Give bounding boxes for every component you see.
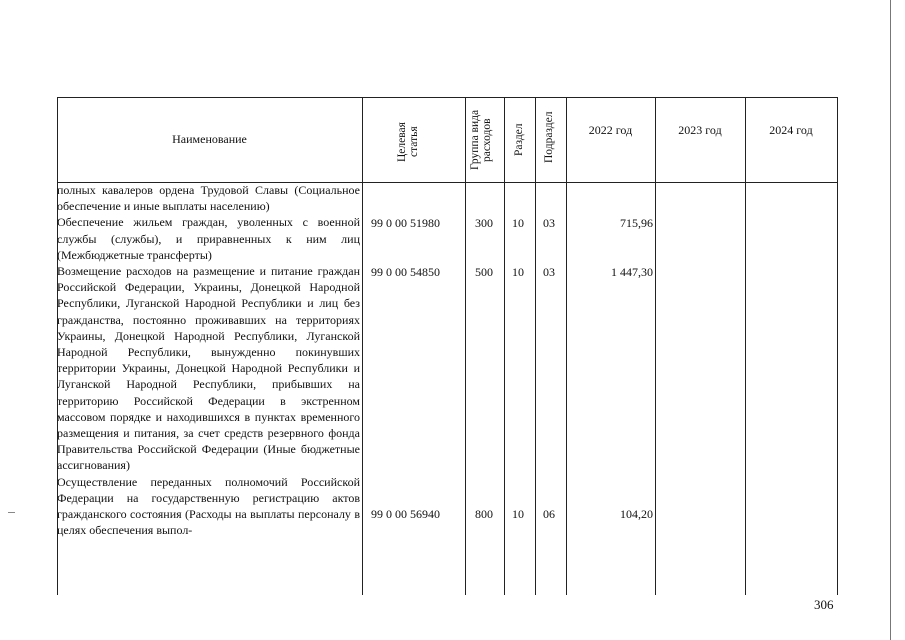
header-target: Целевая статья — [396, 122, 420, 162]
page-number: 306 — [814, 597, 834, 612]
col-border — [745, 97, 746, 595]
row-amount-2022: 715,96 — [620, 216, 653, 230]
row-name: Обеспечение жильем граждан, уволенных с военной службы (службы), и приравненных к ним лиц (Межбюджетные трансферты) — [57, 215, 360, 262]
header-group: Группа вида расходов — [469, 109, 493, 171]
header-section: Раздел — [513, 123, 525, 157]
row-amount-2022: 104,20 — [620, 507, 653, 521]
header-2022: 2022 год — [588, 123, 633, 137]
row-subsection: 03 — [543, 265, 555, 279]
header-name: Наименование — [172, 132, 247, 146]
row-name: Возмещение расходов на размещение и питание граждан Российской Федерации, Украины, Донецкой Народной Республики, Луганской Народной Республики и лиц без гражданства, постоянно проживавших на территориях Украины, Донецкой Народной Республики, Луганской Народной Республики, вынужденно покинувших территории Украины, Донецкой Народной Республики и Луганской Народной Республики, прибывших на территорию Российской Федерации в экстренном массовом порядке и находившихся в пунктах временного размещения и питания, за счет средств резервного фонда Правительства Российской Федерации (Иные бюджетные ассигнования) — [57, 264, 360, 473]
row-target: 99 0 00 51980 — [371, 216, 440, 230]
header-2023: 2023 год — [678, 123, 722, 137]
col-border — [504, 97, 505, 595]
margin-tick — [8, 512, 15, 513]
row-name: полных кавалеров ордена Трудовой Славы (Социальное обеспечение и иные выплаты населению) — [57, 183, 360, 214]
col-border — [362, 97, 363, 595]
col-border — [465, 97, 466, 595]
row-section: 10 — [512, 216, 524, 230]
row-section: 10 — [512, 507, 524, 521]
row-amount-2022: 1 447,30 — [611, 265, 653, 279]
row-section: 10 — [512, 265, 524, 279]
header-subsection: Подраздел — [543, 111, 555, 163]
page-edge-line — [890, 0, 891, 640]
row-name: Осуществление переданных полномочий Российской Федерации на государственную регистрацию актов гражданского состояния (Расходы на выплаты персоналу в целях обеспечения выпол- — [57, 474, 360, 538]
col-border — [655, 97, 656, 595]
row-target: 99 0 00 56940 — [371, 507, 440, 521]
row-group: 800 — [475, 507, 493, 521]
row-group: 300 — [475, 216, 493, 230]
row-subsection: 03 — [543, 216, 555, 230]
names-column — [57, 182, 362, 538]
row-target: 99 0 00 54850 — [371, 265, 440, 279]
header-2024: 2024 год — [769, 123, 813, 137]
col-border — [837, 97, 838, 595]
budget-table — [57, 97, 837, 595]
col-border — [535, 97, 536, 595]
row-subsection: 06 — [543, 507, 555, 521]
row-group: 500 — [475, 265, 493, 279]
